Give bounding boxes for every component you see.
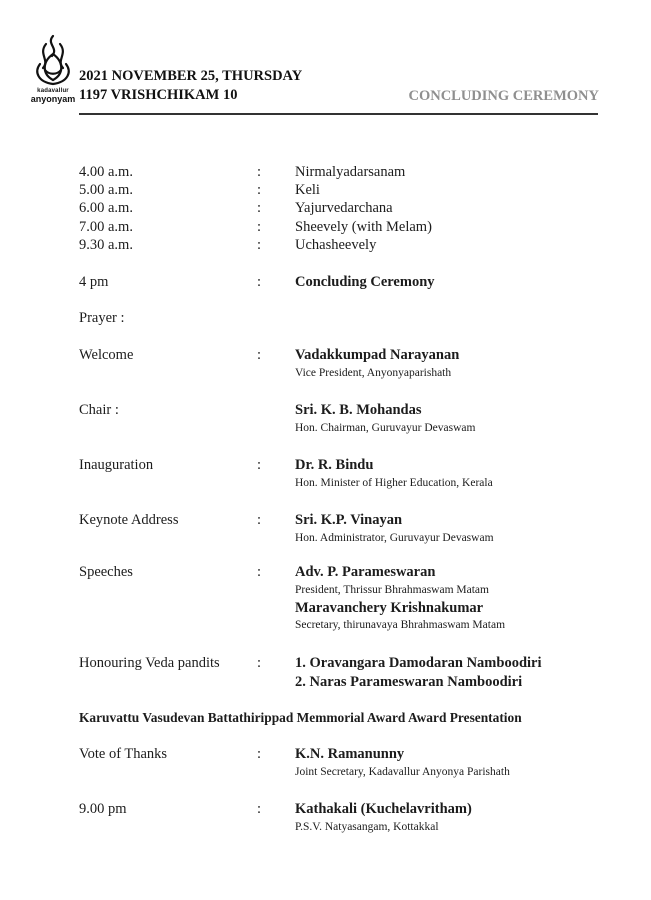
schedule-time: 9.00 pm [79,801,127,817]
section-title: CONCLUDING CEREMONY [408,88,599,104]
speaker-role: Joint Secretary, Kadavallur Anyonya Parishath [295,765,510,778]
speaker-name: Dr. R. Bindu [295,457,374,473]
schedule-time: 7.00 a.m. [79,219,133,235]
separator-colon: : [257,164,262,180]
performer: P.S.V. Natyasangam, Kottakkal [295,820,439,833]
schedule-time: 9.30 a.m. [79,237,133,253]
separator-colon: : [257,219,262,235]
programme-item: Vote of Thanks [79,746,168,762]
logo-kadavallur-text: kadavallur [37,88,69,94]
separator-colon: : [257,182,262,198]
speaker-name: Adv. P. Parameswaran [295,564,436,580]
speaker-role: Vice President, Anyonyaparishath [295,366,452,379]
honouree-name: 1. Oravangara Damodaran Namboodiri [295,655,542,671]
award-presentation: Karuvattu Vasudevan Battathirippad Memmorial Award Award Presentation [79,710,522,725]
schedule-time: 6.00 a.m. [79,200,133,216]
separator-colon: : [257,274,262,290]
header-divider [79,113,598,115]
event-date: 2021 NOVEMBER 25, THURSDAY [79,68,303,84]
honouree-name: 2. Naras Parameswaran Namboodiri [295,673,523,690]
speaker-name: Vadakkumpad Narayanan [295,347,460,363]
kadavallur-anyonyam-logo [28,34,78,106]
separator-colon: : [257,457,262,473]
speaker-role: Hon. Chairman, Guruvayur Devaswam [295,421,476,434]
schedule-time: 4 pm [79,274,109,290]
schedule-event: Keli [295,182,320,198]
programme-item: Keynote Address [79,512,179,528]
separator-colon: : [257,801,262,817]
schedule-event: Yajurvedarchana [295,200,393,216]
malayalam-date: 1197 VRISHCHIKAM 10 [79,87,238,103]
schedule-event: Nirmalyadarsanam [295,164,406,180]
prayer-label: Prayer : [79,310,125,326]
schedule-event: Concluding Ceremony [295,274,435,290]
programme-item: Inauguration [79,457,154,473]
programme-item: Chair : [79,402,119,418]
speaker-role: President, Thrissur Bhrahmaswam Matam [295,583,489,596]
separator-colon: : [257,237,262,253]
separator-colon: : [257,512,262,528]
speaker-role: Secretary, thirunavaya Bhrahmaswam Matam [295,619,506,631]
speaker-role: Hon. Administrator, Guruvayur Devaswam [295,531,494,544]
separator-colon: : [257,200,262,216]
schedule-time: 4.00 a.m. [79,164,133,180]
logo-anyonyam-text: anyonyam [30,94,76,104]
separator-colon: : [257,746,262,762]
speaker-role: Hon. Minister of Higher Education, Kerala [295,476,493,489]
speaker-name: Sri. K.P. Vinayan [295,512,403,528]
schedule-time: 5.00 a.m. [79,182,133,198]
flame-lamp-icon [28,34,78,88]
performance-title: Kathakali (Kuchelavritham) [295,801,472,817]
programme-item: Welcome [79,347,134,363]
programme-item: Speeches [79,564,133,580]
separator-colon: : [257,564,262,580]
schedule-event: Sheevely (with Melam) [295,219,432,235]
separator-colon: : [257,655,262,671]
separator-colon: : [257,347,262,363]
schedule-event: Uchasheevely [295,237,377,253]
speaker-name: K.N. Ramanunny [295,746,405,762]
speaker-name: Sri. K. B. Mohandas [295,402,422,418]
programme-item: Honouring Veda pandits [79,655,220,671]
speaker-name: Maravanchery Krishnakumar [295,599,484,616]
